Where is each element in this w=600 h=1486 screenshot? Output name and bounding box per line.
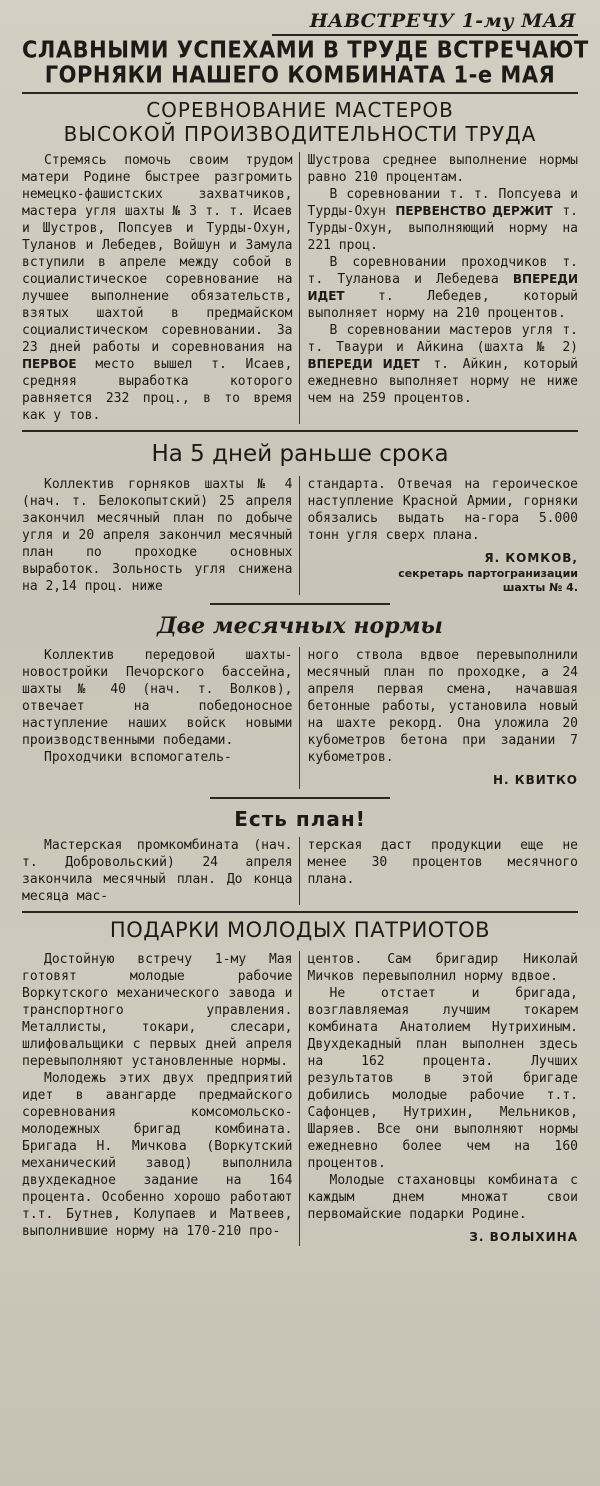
- article-column-right: [300, 951, 579, 1246]
- article-text: стандарта. Отвечая на героическое наступление Красной Армии, горняки обязались выдать на-гора 5.000 тонн угля сверх плана.: [307, 477, 578, 543]
- article-text: т. Лебедев, который выполняет норму на 210 процентов.: [307, 289, 578, 321]
- article-plan-done: [22, 807, 578, 905]
- article-text: место вышел т. Исаев, средняя выработка которого равняется 232 проц., в то время как у тов.: [22, 357, 293, 423]
- article-text: т. Айкин, который ежедневно выполняет норму не ниже чем на 259 процентов.: [307, 357, 578, 406]
- article-title: Есть план!: [234, 807, 366, 831]
- article-column-left: [22, 476, 300, 595]
- article-text: Шустрова среднее выполнение нормы равно 210 процентам.: [307, 153, 578, 185]
- article-column-left: [22, 152, 300, 424]
- article-text: ного ствола вдвое перевыполнили месячный план по проходке, а 24 апреля первая смена, начавшая бетонные работы, установила новый на шахте рекорд. Она уложила 20 кубометров бетона при задании 7 кубометров.: [307, 648, 578, 765]
- article-text: Проходчики вспомогатель-: [44, 750, 232, 765]
- article-text-bold: ПЕРВЕНСТВО ДЕРЖИТ: [395, 204, 553, 218]
- signature: Я. КОМКОВ,: [484, 551, 578, 565]
- article-column-right: [300, 476, 579, 595]
- article-title: На 5 дней раньше срока: [151, 441, 449, 467]
- article-text: центов. Сам бригадир Николай Мичков перевыполнил норму вдвое.: [307, 952, 578, 984]
- article-competition: [22, 98, 578, 424]
- article-text: Не отстает и бригада, возглавляемая лучшим токарем комбината Анатолием Нутрихиным. Двухдекадный план выполнен здесь на 162 процента. Лучших результатов в этой бригаде добились молодые рабочие т.т. Сафонцев, Нутрихин, Мельников, Шаряев. Все они выполняют нормы ежедневно более чем на 160 процентов.: [307, 986, 578, 1171]
- article-column-right: [300, 152, 579, 424]
- signature-role: секретарь партогранизации: [398, 567, 578, 580]
- article-text-bold: ВПЕРЕДИ ИДЕТ: [307, 357, 420, 371]
- article-column-left: [22, 647, 300, 789]
- divider: [22, 911, 578, 913]
- article-text-bold: ПЕРВОЕ: [22, 357, 77, 371]
- article-column-left: [22, 837, 300, 905]
- article-text-bold: ВПЕРЕДИ ИДЕТ: [307, 272, 578, 303]
- article-title: Две месячных нормы: [157, 613, 443, 639]
- divider: [22, 430, 578, 432]
- rubric-underline: [272, 34, 578, 36]
- main-headline: [22, 37, 589, 88]
- article-text: терская даст продукции еще не менее 30 процентов месячного плана.: [307, 838, 578, 887]
- article-column-right: [300, 647, 579, 789]
- article-text: Молодежь этих двух предприятий идет в авангарде предмайского соревнования комсомольско-молодежных бригад комбината. Бригада Н. Мичкова (Воркутский механический завод) выполнила двухдекадное задание на 164 процента. Особенно хорошо работают т.т. Бутнев, Колупаев и Матвеев, выполнившие норму на 170-210 про-: [22, 1071, 293, 1239]
- article-text: Коллектив передовой шахты-новостройки Печорского бассейна, шахты № 40 (нач. т. Волков), отвечает на победоносное наступление наших войск новыми производственными победами.: [22, 648, 293, 748]
- divider: [210, 603, 390, 605]
- article-title: ПОДАРКИ МОЛОДЫХ ПАТРИОТОВ: [109, 918, 491, 942]
- divider: [22, 92, 578, 94]
- article-text: т. Турды-Охун, выполняющий норму на 221 проц.: [307, 204, 579, 253]
- article-column-right: [300, 837, 579, 905]
- article-text: В соревновании проходчиков т. т. Туланова и Лебедева: [307, 255, 578, 287]
- signature-role: шахты № 4.: [502, 581, 578, 594]
- article-text: Мастерская промкомбината (нач. т. Добровольский) 24 апреля закончила месячный план. До конца месяца мас-: [22, 838, 293, 904]
- article-title: [22, 98, 578, 146]
- article-text: Молодые стахановцы комбината с каждым днем множат свои первомайские подарки Родине.: [307, 1173, 578, 1222]
- article-text: Стремясь помочь своим трудом матери Родине быстрее разгромить немецко-фашистских захватчиков, мастера угля шахты № 3 т. т. Исаев и Шустров, Попсуев и Турды-Охун, Туланов и Лебедев, Войшун и Замула вступили в апреле между собой в социалистическое соревнование на лучшее выполнение обязательств, взятых шахтой в предмайском социалистическом соревновании. За 23 дней работы и соревнования на: [22, 153, 293, 355]
- article-text: В соревновании мастеров угля т. т. Тваури и Айкина (шахта № 2): [307, 323, 578, 355]
- headline-line-1: СЛАВНЫМИ УСПЕХАМИ В ТРУДЕ ВСТРЕЧАЮТ: [22, 37, 589, 63]
- article-text: В соревновании т. т. Попсуева и Турды-Охун: [307, 187, 578, 219]
- divider: [210, 797, 390, 799]
- article-gifts: [22, 917, 578, 1246]
- headline-line-2: ГОРНЯКИ НАШЕГО КОМБИНАТА 1-е МАЯ: [44, 61, 556, 88]
- signature: З. ВОЛЫХИНА: [469, 1230, 578, 1244]
- article-text: Достойную встречу 1-му Мая готовят молодые рабочие Воркутского механического завода и транспортного управления. Металлисты, токари, слесари, шлифовальщики с первых дней апреля перевыполняют установленные нормы.: [22, 952, 293, 1069]
- article-title-line-1: СОРЕВНОВАНИЕ МАСТЕРОВ: [146, 98, 454, 122]
- article-text: Коллектив горняков шахты № 4 (нач. т. Белокопытский) 25 апреля закончил месячный план по добыче угля и 20 апреля закончил месячный план по проходке основных выработок. Зольность угля снижена на 2,14 проц. ниже: [22, 477, 293, 594]
- signature: Н. КВИТКО: [493, 773, 578, 787]
- rubric: НАВСТРЕЧУ 1-му МАЯ: [309, 10, 576, 32]
- article-two-norms: [22, 613, 578, 789]
- article-column-left: [22, 951, 300, 1246]
- article-five-days: [22, 440, 578, 595]
- article-title-line-2: ВЫСОКОЙ ПРОИЗВОДИТЕЛЬНОСТИ ТРУДА: [63, 122, 537, 146]
